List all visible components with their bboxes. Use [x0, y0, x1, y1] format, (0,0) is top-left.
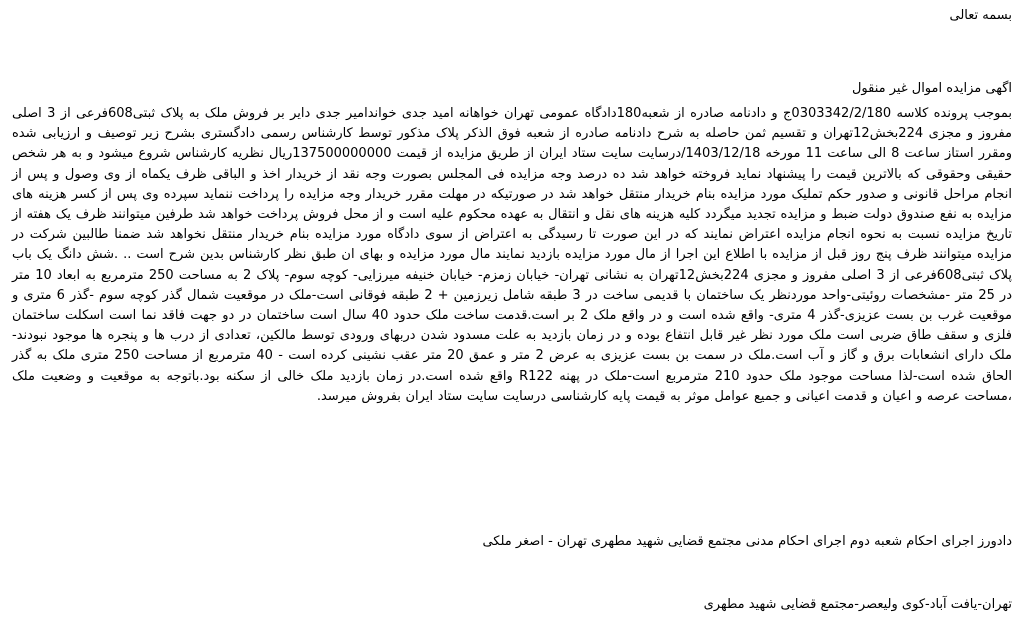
notice-title: اگهی مزایده اموال غیر منقول [851, 81, 1012, 96]
signature-line: دادورز اجرای احکام شعبه دوم اجرای احکام مدنی مجتمع قضایی شهید مطهری تهران - اصغر ملکی [482, 534, 1012, 549]
notice-body: بموجب پرونده کلاسه 0303342/2/180ج و دادنامه صادره از شعبه180دادگاه عمومی تهران خواهانه امید جدی خواندامیر جدی دایر بر فروش ملک به پلاک ثبتی608فرعی از 3 اصلی مفروز و مجزی 224بخش12تهران و تقسیم ثمن حاصله به شرح دادنامه صادره از شعبه فوق الذکر پلاک مذکور توسط کارشناس رسمی دادگستری بشرح زیر توصیف و ارزیابی شده ومقرر استاز ساعت 8 الی ساعت 11 مورخه 1403/12/18/درسایت سایت ستاد ایران از طریق مزایده از قیمت 137500000000ریال نظریه کارشناس شروع میشود و به هر شخص حقیقی وحقوقی که بالاترین قیمت را پیشنهاد نماید فروخته خواهد شد ده درصد وجه مزایده فی المجلس بصورت وجه نقد از خریدار اخذ و الباقی ظرف یکماه از وی وصول و پس از انجام مراحل قانونی و صدور حکم تملیک مورد مزایده بنام خریدار منتقل خواهد شد در صورتیکه در مهلت مقرر خریدار وجه مزایده را پرداخت ننماید سپرده وی پس از کسر هزینه های مزایده به نفع صندوق دولت ضبط و مزایده تجدید میگردد کلیه هزینه های نقل و انتقال به عهده محکوم علیه است و از محل فروش پرداخت خواهد شد طرفین میتوانند ظرف یک هفته از تاریخ مزایده نسبت به نحوه انجام مزایده اعتراض نمایند که در این صورت تا رسیدگی به اعتراض از سوی دادگاه مورد مزایده بنام خریدار منتقل نخواهد شد ضمنا طالبین شرکت در مزایده میتوانند ظرف پنج روز قبل از مزایده با اطلاع این اجرا از مال مورد مزایده بازدید نمایند مال مورد مزایده و بهای ان طبق نظر کارشناس بدین شرح است .. .شش دانگ یک باب پلاک ثبتی608فرعی از 3 اصلی مفروز و مجزی 224بخش12تهران به نشانی تهران- خیابان زمزم- خیابان خنیفه میرزایی- کوچه سوم- پلاک 2 به مساحت 250 مترمربع به ابعاد 10 متر در 25 متر -مشخصات روئیتی-واحد موردنظر یک ساختمان با قدیمی ساخت در 3 طبقه شامل زیرزمین + 2 طبقه فوقانی است-ملک در موقعیت شمال گذر کوچه سوم -گذر 6 متری و موقعیت غرب بن بست عزیزی-گذر 4 متری- واقع شده است و در واقع ملک 2 بر است.قدمت ساخت ملک حدود 40 سال است ساختمان در دو جهت فاقد نما است اسکلت ساختمان فلزی و سقف طاق ضربی است ملک مورد نظر غیر قابل انتفاع بوده و در زمان بازدید به علت مسدود شدن دربهای ورودی توسط مالکین، تعدادی از درب ها و پنجره ها موجود نبودند-ملک دارای انشعابات برق و گاز و آب است.ملک در سمت بن بست عزیزی به عرض 2 متر و عمق 20 متر عقب نشینی کرده است - 40 مترمربع از مساحت 250 متری ملک به گذر الحاق شده است-لذا مساحت موجود ملک حدود 210 مترمربع است-ملک در پهنه R122 واقع شده است.در زمان بازدید ملک خالی از سکنه بود.باتوجه به موقعیت و وضعیت ملک ،مساحت عرصه و اعیان و قدمت اعیانی و جمیع عوامل موثر به قیمت پایه کارشناسی درسایت سایت ستاد ایران بفروش میرسد. [12, 106, 1013, 404]
header-basmala: بسمه تعالی [949, 8, 1012, 23]
address-line: تهران-یافت آباد-کوی ولیعصر-مجتمع قضایی شهید مطهری [703, 597, 1012, 612]
